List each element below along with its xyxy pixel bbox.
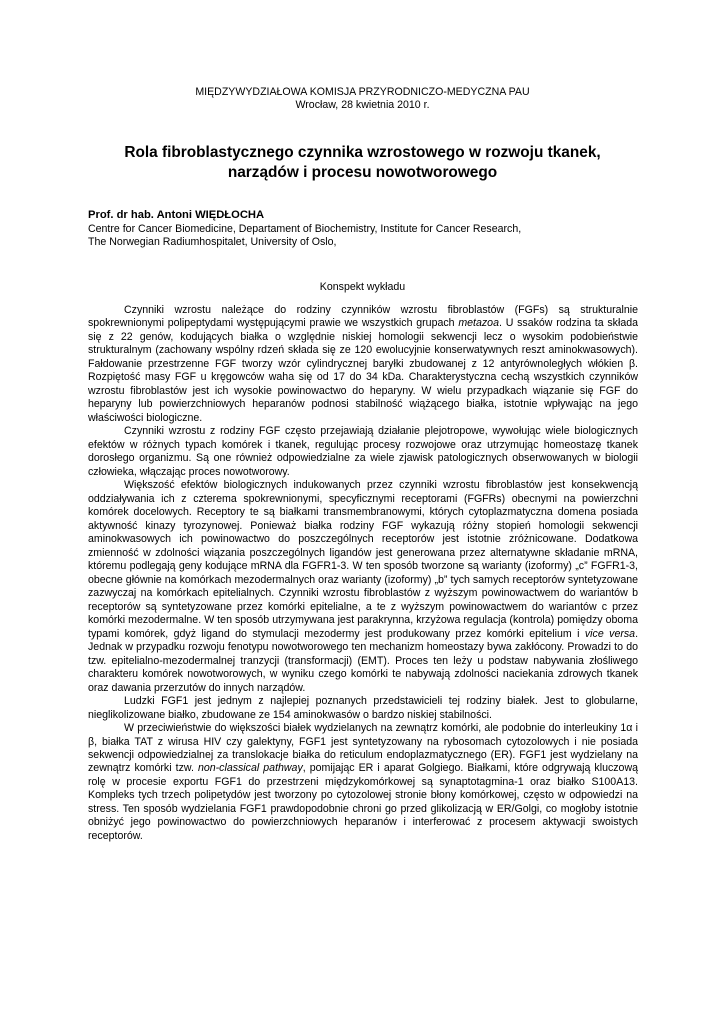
- paragraph-1: [88, 304, 638, 425]
- lecture-title: [40, 143, 685, 183]
- place-date: Wrocław, 28 kwietnia 2010 r.: [295, 99, 430, 111]
- paragraph-4: Ludzki FGF1 jest jednym z najlepiej poznanych przedstawicieli tej rodziny białek. Jest to globularne, nieglikolizowane białko, zbudowane ze 154 aminokwasów o bardzo niskiej stabilności.: [88, 695, 638, 721]
- paragraph-text: Czynniki wzrostu należące do rodziny czynników wzrostu fibroblastów (FGFs) są strukturalnie spokrewnionymi polipeptydami występującymi prawie we wszystkich grupach: [88, 304, 638, 330]
- commission-name: MIĘDZYWYDZIAŁOWA KOMISJA PRZYRODNICZO-MEDYCZNA PAU: [195, 86, 530, 98]
- author-name: Prof. dr hab. Antoni WIĘDŁOCHA: [88, 209, 265, 221]
- paragraph-3: [88, 479, 638, 695]
- paragraph-text: Większość efektów biologicznych indukowanych przez czynniki wzrostu fibroblastów jest konsekwencją oddziaływania ich z czterema spokrewnionymi, specyficznymi receptorami (FGFRs) obecnymi na powierzchni komórek docelowych. Receptory te są białkami transmembranowymi, których cytoplazmatyczna domena posiada aktywność kinazy tyrozynowej. Ponieważ białka rodziny FGF wykazują różny stopień homologii sekwencji aminokwasowych ich powinowactwo do poszczególnych receptorów jest istotnie zróżnicowane. Dodatkowa zmienność w zdolności wiązania poszczególnych ligandów jest generowana przez alternatywne składanie mRNA, któremu podlegają geny kodujące mRNA dla FGFR1-3. W ten sposób tworzone są warianty (izoformy) „c” FGFR1-3, obecne głównie na komórkach mezodermalnych oraz warianty (izoformy) „b” tych samych receptorów syntetyzowane zazwyczaj na komórkach epitelialnych. Czynniki wzrostu fibroblastów z wyższym powinowactwem do wariantów b receptorów są syntetyzowane przez komórki epitelialne, a te z wyższym powinowactwem do wariantów c przez komórki mezodermalne. W ten sposób utrzymywana jest parakrynna, krzyżowa regulacja (kontrola) pomiędzy oboma typami komórek, gdyż ligand do stymulacji mezodermy jest produkowany przez komórki epitelium i: [88, 479, 638, 640]
- section-label: Konspekt wykładu: [319, 281, 406, 293]
- paragraph-text: . U ssaków rodzina ta składa się z 22 genów, kodujących białka o względnie niskiej homologii sekwencji lecz o wysokim podobieństwie strukturalnym (zachowany wspólny rdzeń składa się ze 120 ewolucyjnie konserwatywnych reszt aminokwasowych). Fałdowanie przestrzenne FGF tworzy wzór cylindrycznej baryłki zbudowanej z 12 antyrównoległych włókien β. Rozpiętość masy FGF u kręgowców waha się od 17 do 34 kDa. Charakterystyczna cechą wszystkich czynników wzrostu fibroblastów jest ich wysokie powinowactwo do heparyny. W wielu przypadkach wiązanie się FGF do heparyny lub powierzchniowych heparanów podnosi stabilność wiążącego białka, istotnie wpływając na jego właściwości biologiczne.: [88, 317, 638, 424]
- author-block: [88, 209, 648, 250]
- title-line-2: narządów i procesu nowotworowego: [227, 164, 498, 181]
- document-header: [0, 86, 725, 112]
- author-affiliation-2: The Norwegian Radiumhospitalet, University of Oslo,: [88, 236, 337, 248]
- paragraph-text: , pomijając ER i aparat Golgiego. Białkami, które odgrywają kluczową rolę w procesie exportu FGF1 do przestrzeni międzykomórkowej są synaptotagmina-1 oraz białko S100A13. Kompleks tych trzech polipetydów jest tworzony po cytozolowej stronie błony komórkowej, często w odpowiedzi na stress. Ten sposób wydzielania FGF1 prawdopodobnie chroni go przed glikolizacją w ER/Golgi, co mogłoby istotnie obniżyć jego powinowactwo do powierzchniowych heparanów i interferować z procesem aktywacji swoistych receptorów.: [88, 762, 638, 842]
- author-affiliation-1: Centre for Cancer Biomedicine, Departament of Biochemistry, Institute for Cancer Research,: [88, 222, 522, 235]
- paragraph-text: . Jednak w przypadku rozwoju fenotypu nowotworowego ten mechanizm homeostazy bywa zakłócony. Prowadzi to do tzw. epitelialno-mezodermalnej tranzycji (transformacji) (EMT). Proces ten leży u podstaw nabywania złośliwego charakteru komórek nowotworowych, w wyniku czego komórki te nabywają zdolności naciekania zdrowych tkanek oraz dawania przerzutów do innych narządów.: [88, 627, 639, 694]
- paragraph-text: W przeciwieństwie do większości białek wydzielanych na zewnątrz komórki, ale podobnie do interleukiny 1α i β, białka TAT z wirusa HIV czy galektyny, FGF1 jest syntetyzowany na rybosomach cytozolowych i nie posiada sekwencji odpowiedzialnej za translokacje białka do reticulum endoplazmatycznego (ER). FGF1 jest wydzielany na zewnątrz komórki tzw.: [88, 722, 638, 775]
- paragraph-5: [88, 722, 638, 843]
- italic-term: vice versa: [584, 627, 636, 640]
- paragraph-2: Czynniki wzrostu z rodziny FGF często przejawiają działanie plejotropowe, wywołując wiele biologicznych efektów w różnych typach komórek i tkanek, regulując procesy rozwojowe oraz utrzymując homeostazę tkanek dorosłego organizmu. Są one również odpowiedzialne za wiele zjawisk patologicznych obserwowanych w biologii człowieka, włączając proces nowotworowy.: [88, 425, 638, 478]
- title-line-1: Rola fibroblastycznego czynnika wzrostowego w rozwoju tkanek,: [124, 144, 601, 161]
- italic-term: non-classical pathway: [197, 762, 303, 775]
- body-text: [88, 304, 638, 843]
- italic-term: metazoa: [458, 317, 499, 330]
